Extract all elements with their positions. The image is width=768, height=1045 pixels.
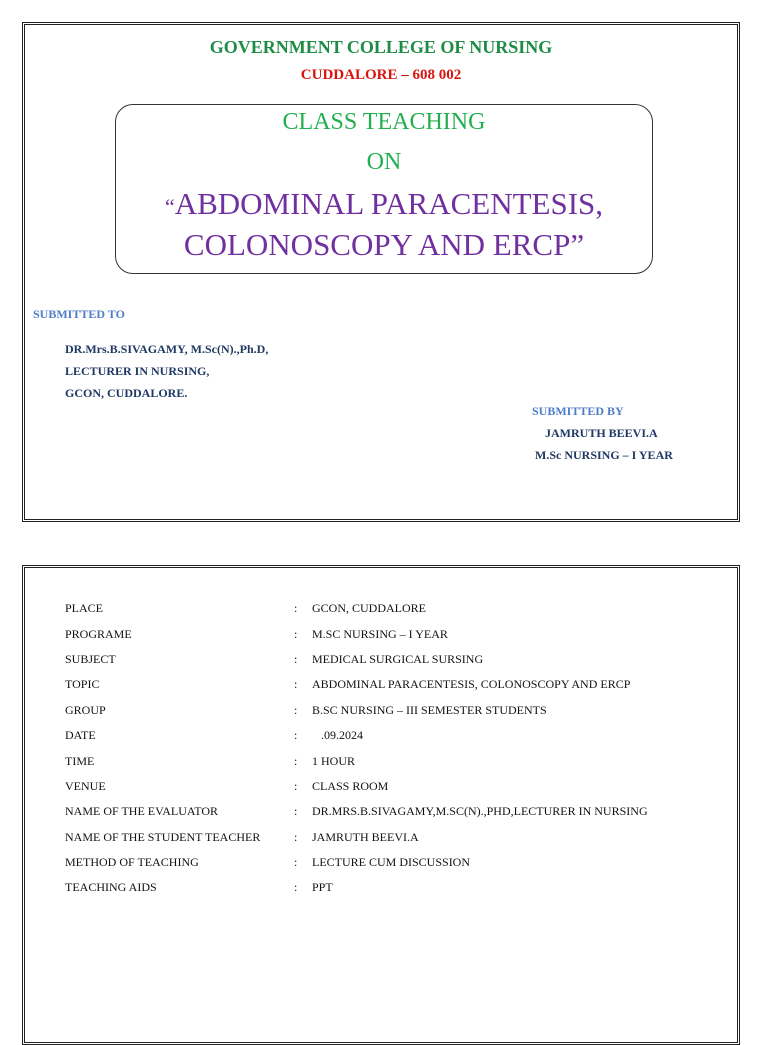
- row-separator: :: [294, 829, 298, 844]
- row-label: VENUE: [65, 778, 106, 793]
- submitted-by-label: SUBMITTED BY: [532, 404, 624, 418]
- row-value: PPT: [312, 880, 333, 895]
- row-separator: :: [294, 880, 298, 895]
- row-value: 1 HOUR: [312, 753, 356, 768]
- table-row: [65, 774, 648, 799]
- row-value: MEDICAL SURGICAL SURSING: [312, 651, 484, 666]
- details-table: [65, 596, 648, 901]
- row-value: LECTURE CUM DISCUSSION: [312, 855, 471, 870]
- evaluator-place: GCON, CUDDALORE.: [65, 386, 188, 400]
- evaluator-block: [65, 338, 268, 404]
- cover-page: [22, 22, 740, 522]
- class-teaching-heading: CLASS TEACHING: [282, 109, 486, 135]
- row-label: METHOD OF TEACHING: [65, 855, 199, 870]
- row-label: TIME: [65, 753, 95, 768]
- evaluator-name: DR.Mrs.B.SIVAGAMY, M.Sc(N).,Ph.D,: [65, 342, 269, 356]
- table-row: [65, 647, 648, 672]
- row-label: DATE: [65, 728, 96, 743]
- table-row: [65, 748, 648, 773]
- topic-open-quote: “: [164, 194, 175, 219]
- table-row: [65, 698, 648, 723]
- college-name: GOVERNMENT COLLEGE OF NURSING: [209, 37, 553, 57]
- topic-title: [116, 185, 652, 264]
- row-value: ABDOMINAL PARACENTESIS, COLONOSCOPY AND ERCP: [312, 677, 631, 692]
- row-label: GROUP: [65, 702, 106, 717]
- table-row: [65, 825, 648, 850]
- row-separator: :: [294, 702, 298, 717]
- row-value: DR.MRS.B.SIVAGAMY,M.SC(N).,PHD,LECTURER IN NURSING: [312, 804, 648, 819]
- row-separator: :: [294, 626, 298, 641]
- row-label: SUBJECT: [65, 651, 116, 666]
- table-row: [65, 621, 648, 646]
- row-separator: :: [294, 728, 298, 743]
- row-value: B.SC NURSING – III SEMESTER STUDENTS: [312, 702, 547, 717]
- row-value: M.SC NURSING – I YEAR: [312, 626, 448, 641]
- topic-line-2: COLONOSCOPY AND ERCP”: [183, 227, 585, 262]
- topic-line-1: ABDOMINAL PARACENTESIS,: [174, 186, 604, 221]
- row-label: PROGRAME: [65, 626, 132, 641]
- row-separator: :: [294, 753, 298, 768]
- submitted-to-label: SUBMITTED TO: [33, 307, 125, 321]
- title-box: [115, 104, 653, 274]
- student-course: M.Sc NURSING – I YEAR: [535, 448, 673, 462]
- row-separator: :: [294, 778, 298, 793]
- evaluator-role: LECTURER IN NURSING,: [65, 364, 210, 378]
- student-name: JAMRUTH BEEVI.A: [545, 426, 658, 440]
- table-row: [65, 799, 648, 824]
- row-separator: :: [294, 855, 298, 870]
- college-city: CUDDALORE – 608 002: [300, 67, 462, 83]
- row-separator: :: [294, 601, 298, 616]
- row-label: TOPIC: [65, 677, 100, 692]
- row-value: CLASS ROOM: [312, 778, 389, 793]
- row-value: GCON, CUDDALORE: [312, 601, 426, 616]
- table-row: [65, 723, 648, 748]
- row-label: PLACE: [65, 601, 104, 616]
- row-label: NAME OF THE EVALUATOR: [65, 804, 219, 819]
- table-row: [65, 850, 648, 875]
- on-heading: ON: [366, 149, 402, 175]
- details-page: [22, 565, 740, 1045]
- row-label: NAME OF THE STUDENT TEACHER: [65, 829, 261, 844]
- table-row: [65, 596, 648, 621]
- row-separator: :: [294, 804, 298, 819]
- row-value: .09.2024: [312, 728, 363, 743]
- row-separator: :: [294, 677, 298, 692]
- row-value: JAMRUTH BEEVI.A: [312, 829, 419, 844]
- row-label: TEACHING AIDS: [65, 880, 157, 895]
- table-row: [65, 875, 648, 900]
- row-separator: :: [294, 651, 298, 666]
- table-row: [65, 672, 648, 697]
